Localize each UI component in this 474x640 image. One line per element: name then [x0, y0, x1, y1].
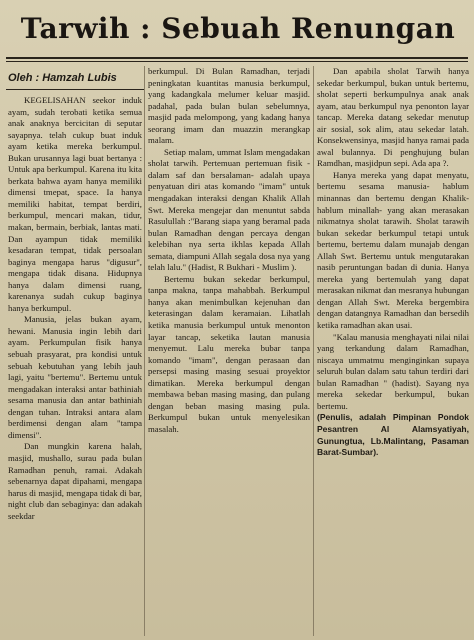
author-note: (Penulis, adalah Pimpinan Pondok Pesantren Al Alamsyatiyah, Gunungtua, Lb.Malintang, Pasaman Barat-Sumbar). — [317, 412, 469, 458]
article-column-2 — [148, 66, 310, 638]
paragraph: Dan apabila sholat Tarwih hanya sekedar berkumpul, bukan untuk bertemu, sholat seperti berkumpulnya anak anak ayam, atau berkumpul nya penonton layar tancap. Mereka datang sekedar menutup air sosial, sok alim, atau sekedar latah. Konsekwensinya, masjid hanya ramai pada awal bulannya. Di penghujung bulan Ramdhan, masjidpun sepi. Ada apa ?. — [317, 66, 469, 169]
paragraph: Hanya mereka yang dapat menyatu, bertemu sesama manusia- hablum minannas dan bertemu dengan Khalik- hablum minallah- yang akan merasakan nikmatnya sholat tarawih. Sholat tarawih bukan sekedar berkumpul tetapi untuk bertemu, bertemu dalam munajab dengan Allah Swt. Bertemu untuk mengutarakan nasib peruntungan badan di dunia. Hanya mereka yang bertemulah yang dapat merasakan nikmat dan mesranya hubungan dengan Allah Swt. Mereka bergembira dengan datangnya Ramadhan dan bersedih ketika ramadhan akan usai. — [317, 169, 469, 331]
byline-divider — [6, 89, 144, 90]
article-title: Tarwih : Sebuah Renungan — [20, 12, 456, 45]
paragraph: Dan mungkin karena halah, masjid, mushallo, surau pada bulan Ramadhan penuh, ramai. Adakah sebenarnya dapat dipahami, mengapa harus di masjid, mengapa tidak di bar, night club dan sebaginya: dan adakah seekdar — [8, 441, 142, 521]
article-byline: Oleh : Hamzah Lubis — [8, 72, 117, 84]
column-divider — [313, 66, 314, 636]
column-divider — [144, 66, 145, 636]
paragraph: "Kalau manusia menghayati nilai nilai yang terkandung dalam Ramadhan, niscaya ummatmu menginginkan supaya seluruh bulan dalam satu tahun terdiri dari bulan Ramadhan " (hadist). Sayang nya mereka sekedar berkumpul, bukan bertemu. — [317, 331, 469, 411]
article-column-1 — [8, 95, 142, 637]
title-divider-thin — [6, 61, 468, 62]
paragraph: Bertemu bukan sekedar berkumpul, tanpa makna, tanpa mahabbah. Berkumpul hanya akan menimbulkan kejenuhan dan keterasingan dalam keramaian. Lihatlah ketika manusia berkumpul untuk menonton layar tancap, seketika lautan manusia menyemut. Lalu mereka bubar tanpa komando "imam", dengan perasaan dan persepsi masing masing sesuai proyektor dimatikan. Mereka berkumpul dengan membawa beban masing masing, dan pulang dengan beban masing masing pula. Berkumpul bukan untuk menyelesikan masalah. — [148, 273, 310, 434]
paragraph: Setiap malam, ummat Islam mengadakan sholat tarwih. Pertemuan pertemuan fisik - dalam saf dan bersalaman- adalah upaya penyatuan diri atas komando "imam" untuk mengadakan interaksi dengan Khalik Allah Swt. Mereka mengejar dan menuntut sabda Rasulullah :"Barang siapa yang beramal pada bulan Ramadhan dengan percaya dengan kelebihan nya serta ikhlas kepada Allah semata, diampuni Allah segala dosa nya yang telah lalu." (Hadist, R Bukhari - Muslim ). — [148, 146, 310, 273]
title-divider — [6, 57, 468, 59]
paragraph: KEGELISAHAN seekor induk ayam, sudah terobati ketika semua anak anaknya bercicitan di seputar sayapnya. telah cukup buat induk ayam ketika mereka berkumpul. Bukan urusannya lagi buat bertanya : Untuk apa berkumpul. Karena itu kita berkata bahwa ayam hanya memiliki dimensi tmepat, space. Ia hanya memiliki habitat, tempat berdiri, berkumpul, mencari makan, tidur, makan, bermain, berbiak, lantas mati. Dan ayampun tidak memiliki kesadaran tempat, tidak persoalan baginya mengapa harus "digusur", mengapa tidak disana. Hidupnya hanya dalam dimensi ruang, karenanya sudah cukup baginya hanya berkumpul. — [8, 95, 142, 313]
paragraph: berkumpul. Di Bulan Ramadhan, terjadi peningkatan kuantitas manusia berkumpul, yang kadangkala melumer keluar masjid. padahal, pada bulan bulan sebelumnya, masjid pada melompong, yang kadang hanya seorang imam dan muazzin merangkap malam. — [148, 66, 310, 146]
article-column-3 — [317, 66, 469, 638]
paragraph: Manusia, jelas bukan ayam, hewani. Manusia ingin lebih dari ayam. Perkumpulan fisik hanya sebuah prasyarat, pra kondisi untuk sebuah kebutuhan yang lebih jauh lagi, yaitu "bertemu". Bertemu untuk mengadakan interaksi antar bathiniah sesama manusia dan antar bathiniah dengan tuhan. Intraksi antara alam berdimensi dengan alam "tampa dimensi". — [8, 314, 142, 440]
